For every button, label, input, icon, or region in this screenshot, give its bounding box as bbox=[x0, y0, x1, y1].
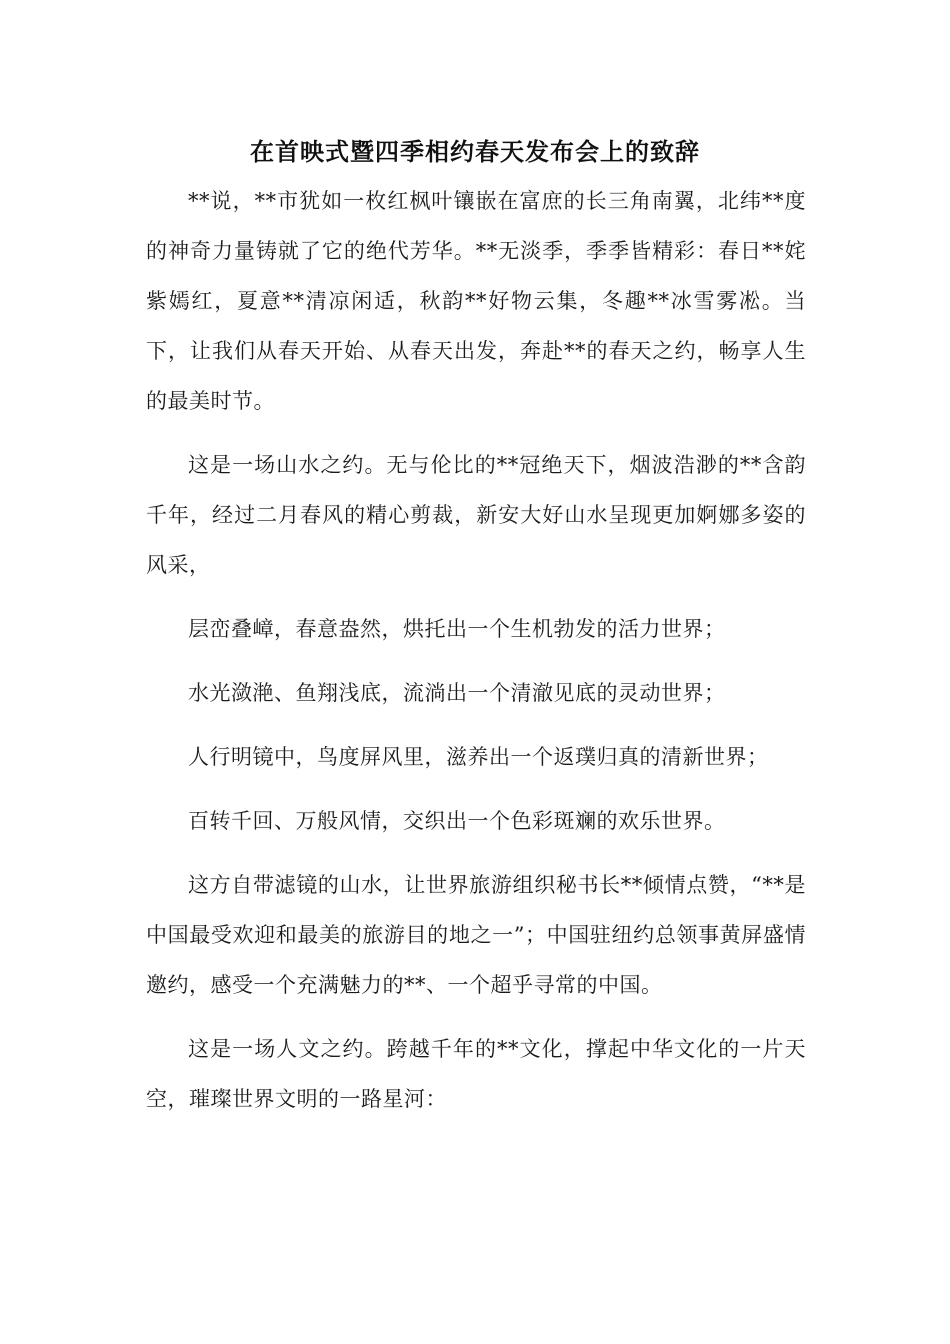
paragraph: 百转千回、万般风情，交织出一个色彩斑斓的欢乐世界。 bbox=[188, 809, 726, 833]
paragraph: 这方自带滤镜的山水，让世界旅游组织秘书长**倾情点赞，“**是中国最受欢迎和最美的旅游目的地之一”；中国驻纽约总领事黄屏盛情邀约，感受一个充满魅力的**、一个超乎寻常的中国。 bbox=[146, 873, 806, 997]
paragraph: 人行明镜中，鸟度屏风里，滋养出一个返璞归真的清新世界； bbox=[188, 745, 769, 769]
document-title: 在首映式暨四季相约春天发布会上的致辞 bbox=[250, 138, 700, 166]
paragraph: 这是一场山水之约。无与伦比的**冠绝天下，烟波浩渺的**含韵千年，经过二月春风的精心剪裁，新安大好山水呈现更加婀娜多姿的风采， bbox=[146, 453, 806, 577]
document-body bbox=[146, 176, 806, 1138]
paragraph: 水光潋滟、鱼翔浅底，流淌出一个清澈见底的灵动世界； bbox=[188, 681, 726, 705]
paragraph: 这是一场人文之约。跨越千年的**文化，撑起中华文化的一片天空，璀璨世界文明的一路星河： bbox=[146, 1037, 806, 1111]
paragraph: **说，**市犹如一枚红枫叶镶嵌在富庶的长三角南翼，北纬**度的神奇力量铸就了它的绝代芳华。**无淡季，季季皆精彩：春日**姹紫嫣红，夏意**清凉闲适，秋韵**好物云集，冬趣**冰雪雾凇。当下，让我们从春天开始、从春天出发，奔赴**的春天之约，畅享人生的最美时节。 bbox=[146, 189, 806, 413]
paragraph: 层峦叠嶂，春意盎然，烘托出一个生机勃发的活力世界； bbox=[188, 617, 726, 641]
